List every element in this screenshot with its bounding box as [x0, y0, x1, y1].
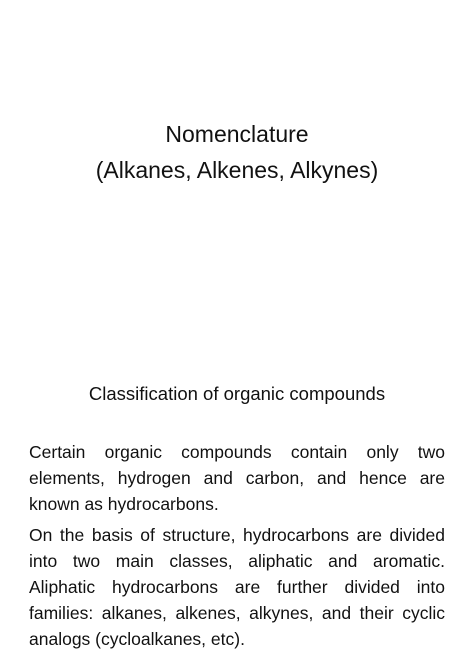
page-title — [0, 116, 474, 188]
paragraph-2: On the basis of structure, hydrocarbons are divided into two main classes, aliphatic and aromatic. Aliphatic hydrocarbons are further divided into families: alkanes, alkenes, alkynes, and their cyclic analogs (cycloalkanes, etc). — [29, 525, 445, 649]
section-body — [29, 439, 445, 657]
title-line-1: Nomenclature — [165, 121, 309, 147]
title-line-2: (Alkanes, Alkenes, Alkynes) — [95, 157, 379, 183]
paragraph-1: Certain organic compounds contain only two elements, hydrogen and carbon, and hence are known as hydrocarbons. — [29, 442, 445, 514]
section-heading: Classification of organic compounds — [88, 383, 386, 404]
